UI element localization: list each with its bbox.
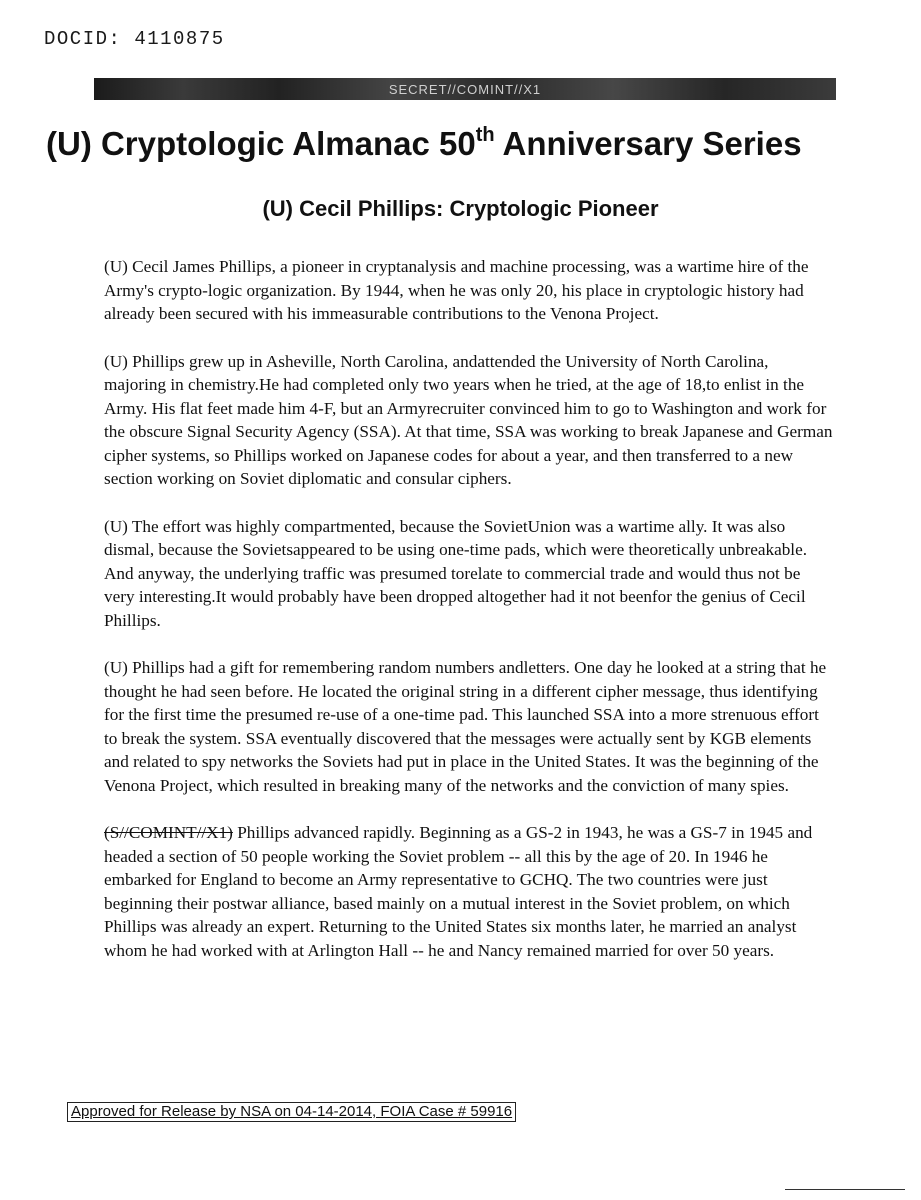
paragraph-marking: (U)	[104, 658, 128, 677]
paragraph-4	[104, 656, 834, 797]
paragraph-marking: (U)	[104, 516, 128, 536]
paragraph-marking: (U)	[104, 257, 128, 276]
docid-label: DOCID: 4110875	[44, 28, 225, 50]
paragraph-marking-struck: (S//COMINT//X1)	[104, 823, 233, 842]
paragraph-2	[104, 350, 834, 491]
paragraph-text: Phillips grew up in Asheville, North Carolina, andattended the University of North Carolina, majoring in chemistry.He had completed only two years when he tried, at the age of 18,to enlist in the Army. His flat feet made him 4-F, but an Armyrecruiter convinced him to go to Washington and work for the obscure Signal Security Agency (SSA). At that time, SSA was working to break Japanese and German cipher systems, so Phillips worked on Japanese codes for about a year, and then transferred to a new section working on Soviet diplomatic and consular ciphers.	[104, 351, 833, 488]
paragraph-5	[104, 821, 834, 962]
paragraph-text: Phillips advanced rapidly. Beginning as a GS-2 in 1943, he was a GS-7 in 1945 and headed a section of 50 people working the Soviet problem -- all this by the age of 20. In 1946 he embarked for England to become an Army representative to GCHQ. The two countries were just beginning their postwar alliance, based mainly on a mutual interest in the Soviet problem, on which Phillips was already an expert. Returning to the United States six months later, he married an analyst whom he had worked with at Arlington Hall -- he and Nancy remained married for over 50 years.	[104, 823, 813, 960]
paragraph-text: The effort was highly compartmented, because the SovietUnion was a wartime ally. It was also dismal, because the Sovietsappeared to be using one-time pads, which were theoretically unbreakable. And anyway, the underlying traffic was presumed torelate to commercial trade and would thus not be very interesting.It would probably have been dropped altogether had it not beenfor the genius of Cecil Phillips.	[104, 516, 808, 630]
title-suffix: Anniversary Series	[494, 125, 802, 162]
page-title	[46, 124, 886, 163]
title-main: (U) Cryptologic Almanac 50	[46, 125, 476, 162]
article-body	[104, 255, 834, 986]
paragraph-3	[104, 515, 834, 633]
paragraph-marking: (U)	[104, 351, 128, 371]
classification-banner	[94, 78, 836, 100]
approval-stamp: Approved for Release by NSA on 04-14-2014, FOIA Case # 59916	[67, 1102, 516, 1122]
article-subtitle: (U) Cecil Phillips: Cryptologic Pioneer	[262, 196, 659, 221]
classification-banner-text: SECRET//COMINT//X1	[388, 81, 542, 97]
footer-divider	[785, 1189, 905, 1190]
paragraph-text: Phillips had a gift for remembering random numbers andletters. One day he looked at a string that he thought he had seen before. He located the original string in a different cipher message, thus identifying for the first time the presumed re-use of a one-time pad. This launched SSA into a more strenuous effort to break the system. SSA eventually discovered that the messages were actually sent by KGB elements and related to spy networks the Soviets had put in place in the United States. It was the beginning of the Venona Project, which resulted in breaking many of the networks and the conviction of many spies.	[104, 658, 827, 795]
paragraph-text: Cecil James Phillips, a pioneer in cryptanalysis and machine processing, was a wartime hire of the Army's crypto-logic organization. By 1944, when he was only 20, his place in cryptologic history had already been secured with his immeasurable contributions to the Venona Project.	[104, 257, 809, 323]
title-superscript: th	[475, 124, 495, 146]
paragraph-1	[104, 255, 834, 326]
